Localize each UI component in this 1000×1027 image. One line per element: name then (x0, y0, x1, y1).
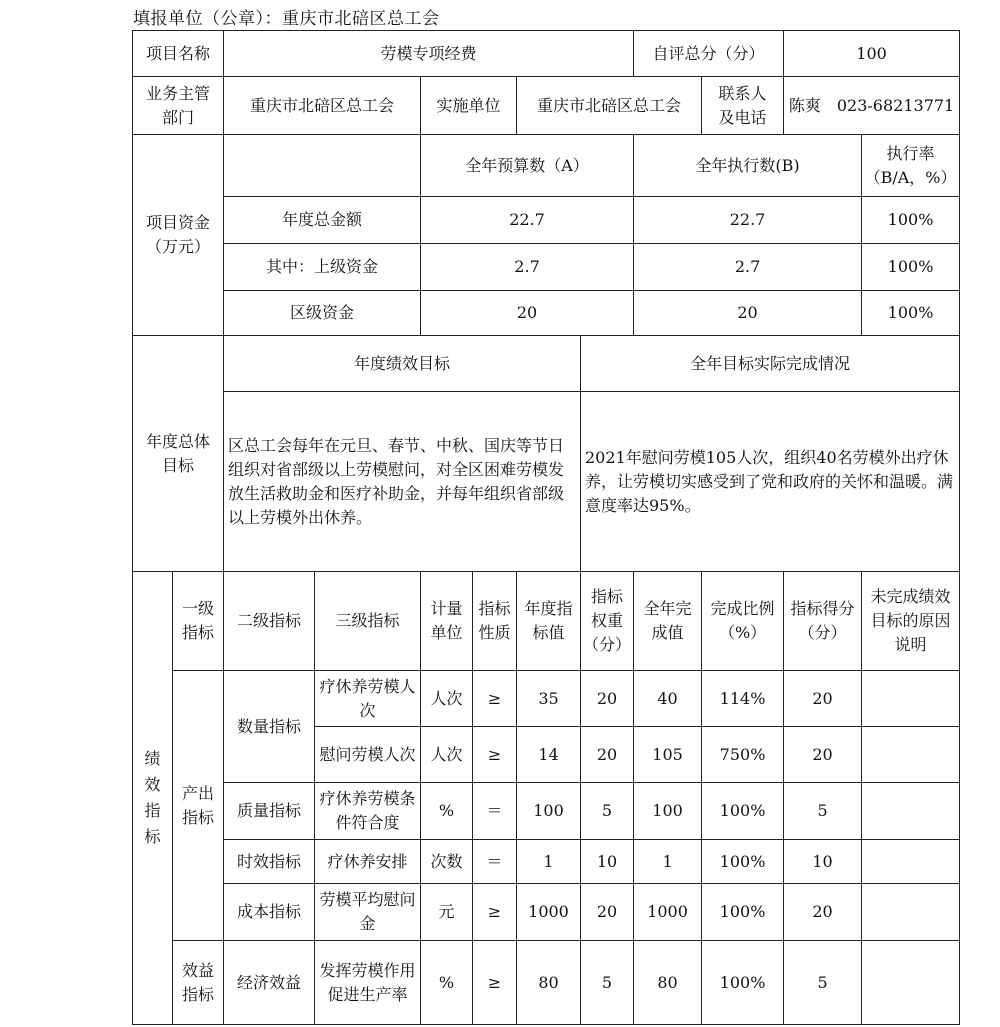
indicators-section-label: 绩 效 指 标 (133, 572, 173, 1025)
row-level3: 劳模平均慰问金 (315, 884, 421, 941)
row-score: 20 (784, 727, 862, 783)
contact-value: 陈爽 023-68213771 (784, 77, 960, 135)
row-actual: 1 (634, 840, 702, 884)
self-score-label: 自评总分（分） (634, 31, 784, 77)
row-reason (862, 783, 960, 840)
row-actual: 105 (634, 727, 702, 783)
filing-unit-line: 填报单位（公章）：重庆市北碚区总工会 (133, 9, 440, 29)
row-score: 5 (784, 941, 862, 1025)
project-name-label: 项目名称 (133, 31, 224, 77)
dept-label: 业务主管 部门 (133, 77, 224, 135)
funds-col-budget: 全年预算数（A） (421, 135, 634, 197)
funds-label: 项目资金 （万元） (133, 135, 224, 336)
row-target: 100 (517, 783, 581, 840)
row-ratio: 114% (702, 671, 784, 727)
dept-value: 重庆市北碚区总工会 (224, 77, 421, 135)
header-score: 指标得分 （分） (784, 572, 862, 671)
row-nature: ≥ (473, 884, 517, 941)
header-target: 年度指 标值 (517, 572, 581, 671)
row-weight: 20 (581, 727, 634, 783)
row-ratio: 100% (702, 840, 784, 884)
header-level1: 一级 指标 (173, 572, 224, 671)
funds-row-budget: 22.7 (421, 197, 634, 244)
row-unit: 人次 (421, 671, 473, 727)
row-reason (862, 840, 960, 884)
row-level2: 成本指标 (224, 884, 315, 941)
row-ratio: 750% (702, 727, 784, 783)
row-ratio: 100% (702, 783, 784, 840)
row-weight: 20 (581, 884, 634, 941)
funds-col-exec: 全年执行数(B) (634, 135, 862, 197)
row-nature: ≥ (473, 941, 517, 1025)
row-unit: 元 (421, 884, 473, 941)
row-unit: % (421, 783, 473, 840)
goals-target-text: 区总工会每年在元旦、春节、中秋、国庆等节日组织对省部级以上劳模慰问，对全区困难劳模发放生活救助金和医疗补助金，并每年组织省部级以上劳模外出休养。 (224, 392, 581, 572)
contact-label: 联系人 及电话 (702, 77, 784, 135)
row-weight: 5 (581, 941, 634, 1025)
funds-row-exec: 22.7 (634, 197, 862, 244)
header-reason: 未完成绩效 目标的原因 说明 (862, 572, 960, 671)
funds-row-label: 区级资金 (224, 291, 421, 336)
benefit-indicator-label: 效益 指标 (173, 941, 224, 1025)
funds-col-rate: 执行率 （B/A，%） (862, 135, 960, 197)
row-ratio: 100% (702, 941, 784, 1025)
row-level3: 疗休养劳模人次 (315, 671, 421, 727)
row-score: 5 (784, 783, 862, 840)
funds-row-rate: 100% (862, 244, 960, 291)
goals-col-target: 年度绩效目标 (224, 336, 581, 392)
funds-row-exec: 20 (634, 291, 862, 336)
quantity-indicator-label: 数量指标 (224, 671, 315, 783)
row-reason (862, 884, 960, 941)
goals-actual-text: 2021年慰问劳模105人次，组织40名劳模外出疗休养，让劳模切实感受到了党和政府的关怀和温暖。满意度率达95%。 (581, 392, 960, 572)
row-score: 20 (784, 884, 862, 941)
row-level3: 慰问劳模人次 (315, 727, 421, 783)
row-level2: 时效指标 (224, 840, 315, 884)
header-unit: 计量 单位 (421, 572, 473, 671)
impl-label: 实施单位 (421, 77, 517, 135)
output-indicator-label: 产出 指标 (173, 671, 224, 941)
performance-table (132, 30, 960, 1025)
impl-value: 重庆市北碚区总工会 (517, 77, 702, 135)
project-name: 劳模专项经费 (224, 31, 634, 77)
row-ratio: 100% (702, 884, 784, 941)
row-score: 20 (784, 671, 862, 727)
row-unit: 人次 (421, 727, 473, 783)
row-score: 10 (784, 840, 862, 884)
row-reason (862, 941, 960, 1025)
goals-col-actual: 全年目标实际完成情况 (581, 336, 960, 392)
row-level2: 质量指标 (224, 783, 315, 840)
row-level2: 经济效益 (224, 941, 315, 1025)
row-weight: 10 (581, 840, 634, 884)
row-target: 35 (517, 671, 581, 727)
row-reason (862, 671, 960, 727)
funds-row-budget: 2.7 (421, 244, 634, 291)
self-score: 100 (784, 31, 960, 77)
row-target: 1000 (517, 884, 581, 941)
row-level3: 发挥劳模作用促进生产率 (315, 941, 421, 1025)
funds-row-rate: 100% (862, 197, 960, 244)
row-actual: 80 (634, 941, 702, 1025)
row-level3: 疗休养劳模条件符合度 (315, 783, 421, 840)
row-weight: 5 (581, 783, 634, 840)
funds-row-label: 其中：上级资金 (224, 244, 421, 291)
header-nature: 指标 性质 (473, 572, 517, 671)
funds-row-exec: 2.7 (634, 244, 862, 291)
row-target: 1 (517, 840, 581, 884)
row-unit: % (421, 941, 473, 1025)
row-actual: 100 (634, 783, 702, 840)
funds-row-label: 年度总金额 (224, 197, 421, 244)
goals-label: 年度总体 目标 (133, 336, 224, 572)
row-level3: 疗休养安排 (315, 840, 421, 884)
row-nature: ≥ (473, 671, 517, 727)
funds-row-rate: 100% (862, 291, 960, 336)
header-ratio: 完成比例 （%） (702, 572, 784, 671)
row-target: 14 (517, 727, 581, 783)
header-level2: 二级指标 (224, 572, 315, 671)
row-nature: ＝ (473, 840, 517, 884)
row-target: 80 (517, 941, 581, 1025)
row-nature: ＝ (473, 783, 517, 840)
row-actual: 40 (634, 671, 702, 727)
row-reason (862, 727, 960, 783)
funds-row-budget: 20 (421, 291, 634, 336)
row-weight: 20 (581, 671, 634, 727)
row-unit: 次数 (421, 840, 473, 884)
header-actual: 全年完 成值 (634, 572, 702, 671)
row-actual: 1000 (634, 884, 702, 941)
funds-header-blank (224, 135, 421, 197)
row-nature: ≥ (473, 727, 517, 783)
header-weight: 指标 权重 （分） (581, 572, 634, 671)
header-level3: 三级指标 (315, 572, 421, 671)
